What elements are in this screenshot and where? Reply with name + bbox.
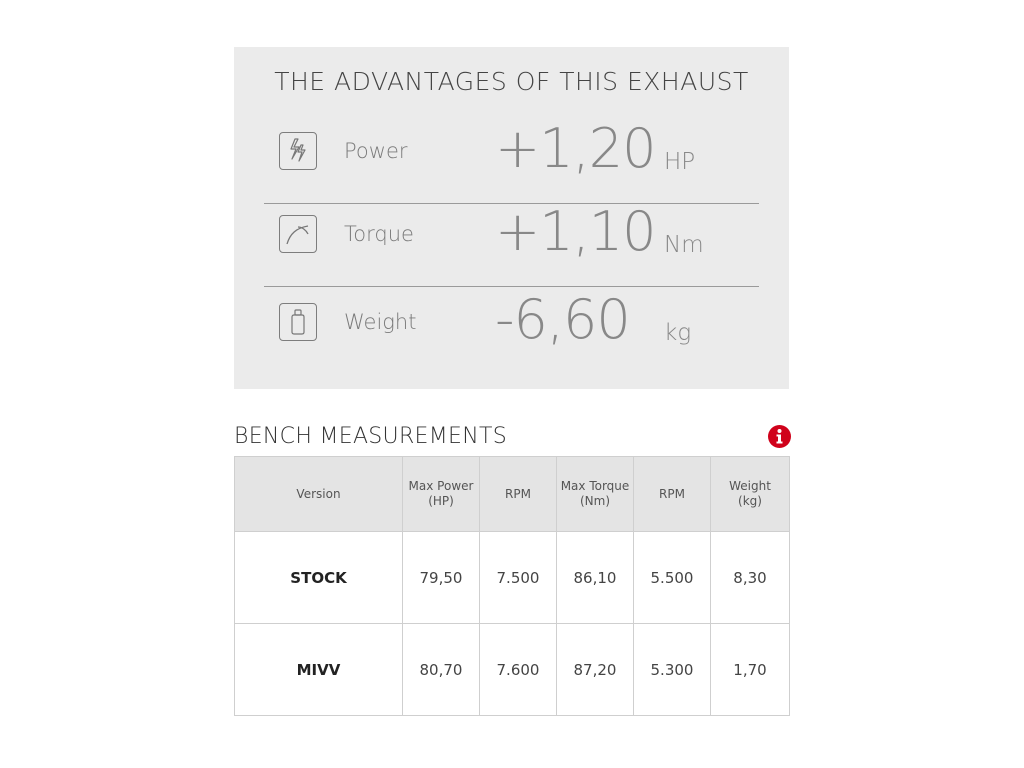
lightning-bolt-icon bbox=[279, 132, 317, 170]
advantage-label: Weight bbox=[344, 310, 417, 334]
advantage-label: Power bbox=[344, 139, 408, 163]
bench-table bbox=[234, 456, 790, 716]
header-rpm: RPM bbox=[480, 457, 557, 532]
advantages-panel bbox=[234, 47, 789, 389]
table-cell: 5.300 bbox=[634, 624, 711, 716]
table-cell: 80,70 bbox=[403, 624, 480, 716]
weight-icon bbox=[279, 303, 317, 341]
table-header-row bbox=[235, 457, 790, 532]
header-max-power: Max Power (HP) bbox=[403, 457, 480, 532]
info-icon[interactable] bbox=[768, 425, 791, 448]
torque-curve-icon bbox=[279, 215, 317, 253]
header-max-torque: Max Torque (Nm) bbox=[557, 457, 634, 532]
table-cell: 7.600 bbox=[480, 624, 557, 716]
bench-title: BENCH MEASUREMENTS bbox=[234, 424, 507, 449]
table-cell: MIVV bbox=[235, 624, 403, 716]
header-version: Version bbox=[235, 457, 403, 532]
advantage-row-power bbox=[264, 115, 759, 204]
table-cell: 1,70 bbox=[711, 624, 790, 716]
header-rpm: RPM bbox=[634, 457, 711, 532]
advantage-row-weight bbox=[264, 286, 759, 374]
advantage-value: +1,10 bbox=[495, 200, 656, 263]
header-weight: Weight (kg) bbox=[711, 457, 790, 532]
advantage-unit: Nm bbox=[664, 232, 704, 258]
table-row bbox=[235, 624, 790, 716]
advantage-value: +1,20 bbox=[495, 117, 656, 180]
advantage-row-torque bbox=[264, 198, 759, 287]
advantage-unit: kg bbox=[664, 320, 692, 346]
table-cell: 8,30 bbox=[711, 532, 790, 624]
advantage-unit: HP bbox=[664, 149, 696, 175]
table-cell: 7.500 bbox=[480, 532, 557, 624]
table-cell: 5.500 bbox=[634, 532, 711, 624]
table-cell: 86,10 bbox=[557, 532, 634, 624]
advantage-value: -6,60 bbox=[495, 288, 630, 351]
advantages-title: THE ADVANTAGES OF THIS EXHAUST bbox=[274, 67, 749, 96]
table-cell: 87,20 bbox=[557, 624, 634, 716]
table-cell: 79,50 bbox=[403, 532, 480, 624]
advantage-label: Torque bbox=[344, 222, 414, 246]
table-cell: STOCK bbox=[235, 532, 403, 624]
table-row bbox=[235, 532, 790, 624]
